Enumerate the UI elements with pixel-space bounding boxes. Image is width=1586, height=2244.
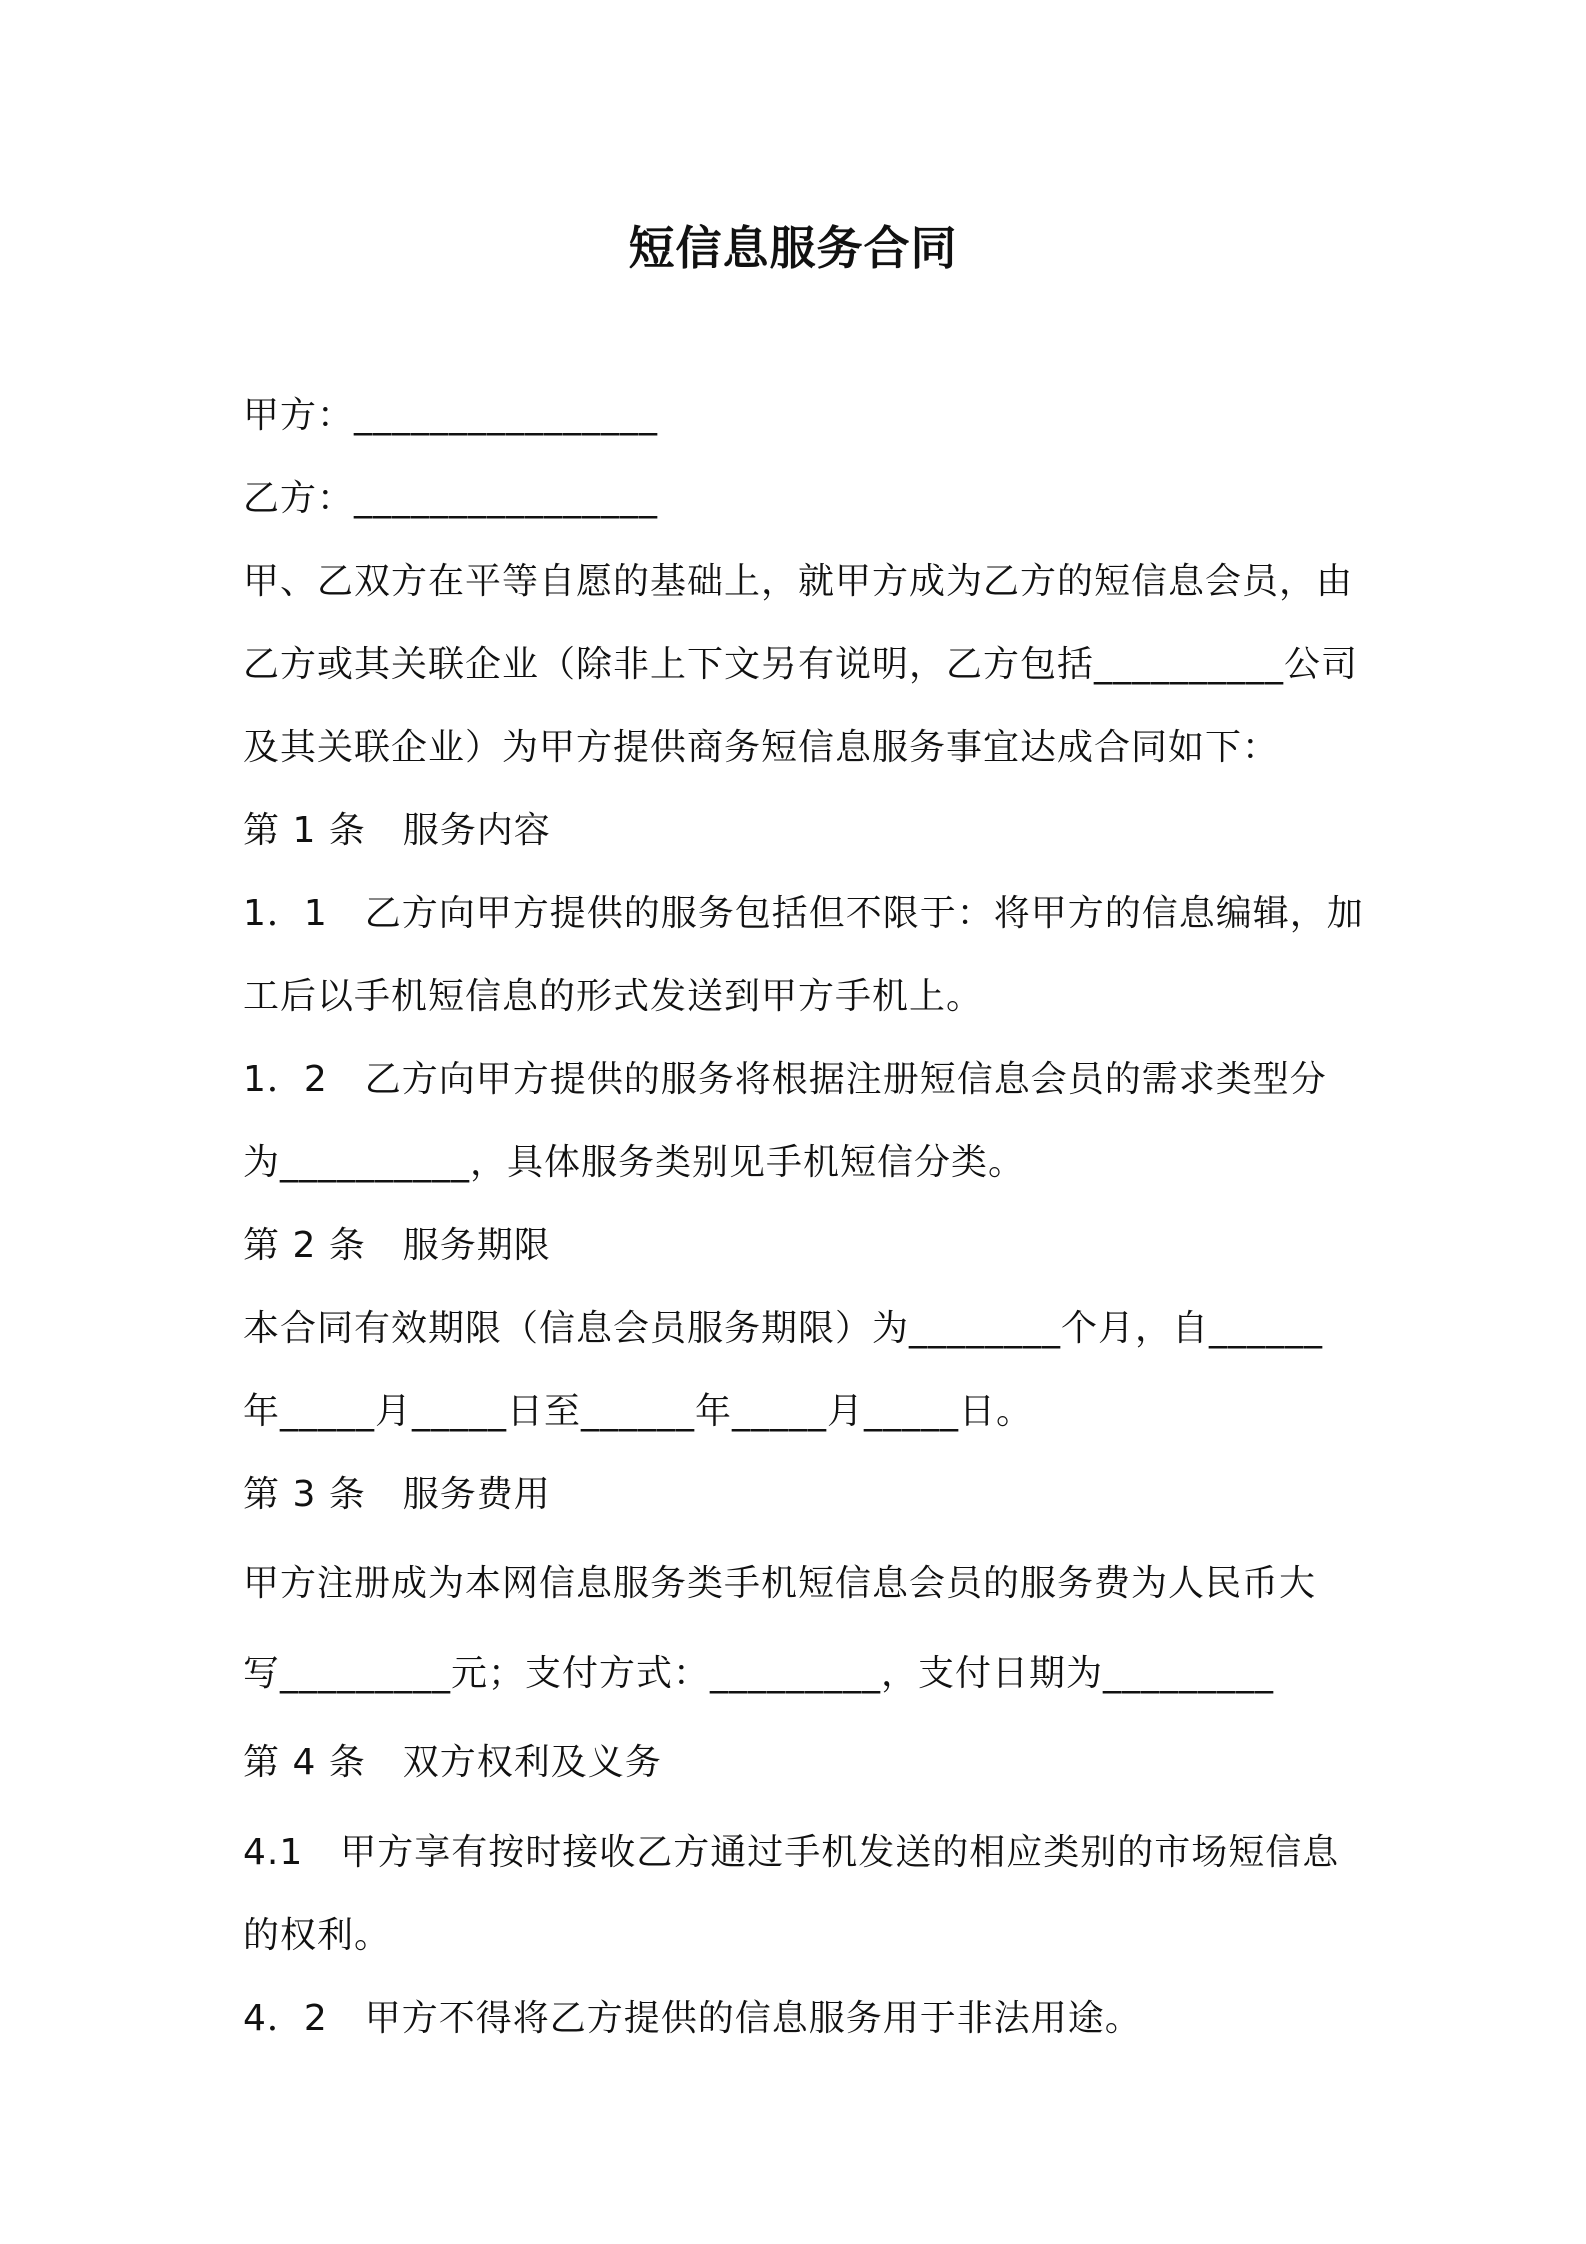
fee-line-2: 写_________元；支付方式：_________，支付日期为_________ [243,1653,1275,1694]
article-3-heading: 第 3 条 服务费用 [243,1474,551,1515]
fee-line-1: 甲方注册成为本网信息服务类手机短信息会员的服务费为人民币大 [243,1563,1317,1604]
party-b-line: 乙方：________________ [243,478,659,519]
term-line-2: 年_____月_____日至______年_____月_____日。 [243,1391,1034,1432]
clause-1-2-line-2: 为__________，具体服务类别见手机短信分类。 [243,1142,1026,1183]
article-2-heading: 第 2 条 服务期限 [243,1225,551,1266]
clause-1-2-line-1: 1．2 乙方向甲方提供的服务将根据注册短信息会员的需求类型分 [243,1059,1327,1100]
preamble-line-1: 甲、乙双方在平等自愿的基础上，就甲方成为乙方的短信息会员，由 [243,561,1354,602]
preamble-line-3: 及其关联企业）为甲方提供商务短信息服务事宜达成合同如下： [243,727,1280,768]
clause-1-1-line-2: 工后以手机短信息的形式发送到甲方手机上。 [243,976,984,1017]
article-1-heading: 第 1 条 服务内容 [243,810,551,851]
clause-4-1-line-2: 的权利。 [243,1915,392,1956]
party-a-line: 甲方：________________ [243,395,659,436]
clause-4-2-line-1: 4．2 甲方不得将乙方提供的信息服务用于非法用途。 [243,1998,1142,2039]
clause-4-1-line-1: 4.1 甲方享有按时接收乙方通过手机发送的相应类别的市场短信息 [243,1832,1340,1873]
preamble-line-2: 乙方或其关联企业（除非上下文另有说明，乙方包括__________公司 [243,644,1359,685]
term-line-1: 本合同有效期限（信息会员服务期限）为________个月，自______ [243,1308,1324,1349]
document-title: 短信息服务合同 [628,221,958,275]
document-body [243,374,1364,2060]
article-4-heading: 第 4 条 双方权利及义务 [243,1742,662,1783]
clause-1-1-line-1: 1．1 乙方向甲方提供的服务包括但不限于：将甲方的信息编辑，加 [243,893,1364,934]
